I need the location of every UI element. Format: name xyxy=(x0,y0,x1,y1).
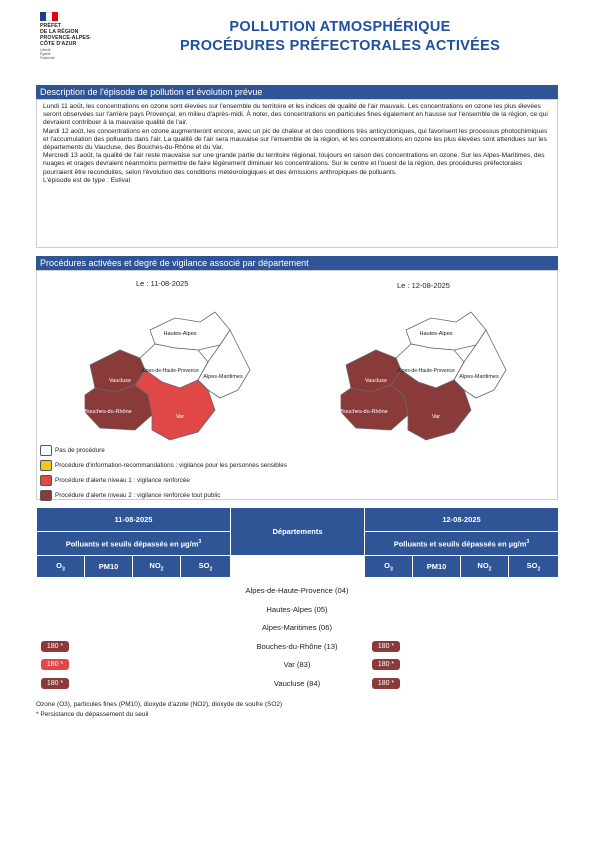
map-right-label-vaucluse: Vaucluse xyxy=(364,378,388,384)
pollutant-so2-right-sub: 2 xyxy=(537,566,541,573)
logo-line-2: DE LA RÉGION xyxy=(40,29,79,35)
o3-badge-right: 180 * xyxy=(372,678,400,689)
o3-badge-right: 180 * xyxy=(372,641,400,652)
legend-label-alert-2: Procédure d'alerte niveau 2 : vigilance renforcée tout public xyxy=(55,492,221,499)
legend-swatch-information xyxy=(40,460,52,471)
episode-type: L'épisode est de type : Estival xyxy=(43,176,131,184)
map-left-label-bouches-du-rhone: Bouches-du-Rhône xyxy=(84,409,132,415)
pollutant-so2-right-base: SO xyxy=(526,560,538,570)
description-paragraph-3: Mercredi 13 août, la qualité de l'air reste mauvaise sur une grande partie du territoire régional, toujours en raison des concentrations en ozone. Sur les Alpes-Maritimes, des nuages et orages devraient néanmoins permettre de faire légèrement diminuer les concentrations. Sur le centre et l'ouest de la région, des procédures préfectorales pourraient être reconduites, selon l'évolution des conditions météorologiques et des émissions anthropiques de polluants. xyxy=(43,152,545,176)
departements-spacer xyxy=(231,556,365,578)
departements-header: Départements xyxy=(231,508,365,556)
map-left-label-alpes-maritimes: Alpes-Maritimes xyxy=(203,374,243,380)
description-header: Description de l'épisode de pollution et évolution prévue xyxy=(36,85,558,99)
map-left-label-var: Var xyxy=(175,414,185,420)
pollutant-no2-left-base: NO xyxy=(149,560,161,570)
o3-badge-right: 180 * xyxy=(372,659,400,670)
pollutant-o3-left-base: O xyxy=(56,560,62,570)
pollutant-no2-left xyxy=(133,556,181,578)
motto-liberte: Liberté xyxy=(40,48,51,52)
pollutant-o3-right-base: O xyxy=(384,560,390,570)
marianne-flag-icon xyxy=(40,12,58,21)
procedures-header: Procédures activées et degré de vigilance associé par département xyxy=(36,256,558,270)
pollutant-so2-left-base: SO xyxy=(198,560,210,570)
legend-item-alert-2 xyxy=(40,488,287,503)
logo-motto xyxy=(40,48,120,60)
pollutants-header-left-text: Polluants et seuils dépassés en µg/m xyxy=(65,539,199,549)
prefecture-logo xyxy=(40,12,120,60)
o3-badge-left: 180 * xyxy=(41,641,69,652)
department-name: Bouches-du-Rhône (13) xyxy=(256,641,338,651)
pollutant-o3-left xyxy=(37,556,85,578)
logo-line-4: CÔTE D'AZUR xyxy=(40,41,77,47)
pollutant-no2-right-sub: 2 xyxy=(488,566,492,573)
table-row xyxy=(36,675,558,694)
legend xyxy=(40,443,287,503)
map-right-dept-bouches-du-rhone xyxy=(341,385,408,430)
table-row xyxy=(36,582,558,601)
page-subtitle: PROCÉDURES PRÉFECTORALES ACTIVÉES xyxy=(179,38,501,54)
pollutant-no2-right-base: NO xyxy=(477,560,489,570)
pollutant-pm10-left-base: PM10 xyxy=(98,562,119,571)
table-row xyxy=(36,619,558,638)
map-right-label-hautes-alpes: Hautes-Alpes xyxy=(419,331,453,337)
legend-swatch-alert-2 xyxy=(40,490,52,501)
footnote-pollutants: Ozone (O3), particules fines (PM10), dioxyde d'azote (NO2), dioxyde de soufre (SO2) xyxy=(36,701,283,708)
pollutants-header-right xyxy=(365,532,559,556)
description-paragraph-2: Mardi 12 août, les concentrations en ozone augmenteront encore, avec un pic de chaleur et des conditions très anticycloniques, qui favorisent les processus photochimiques et l'accumulation des polluants dans l'air. La qualité de l'air sera mauvaise sur l'ensemble de la région, et les concentrations en ozone les plus élevées sont attendues sur les départements du Vaucluse, des Bouches-du-Rhône et du Var. xyxy=(43,127,548,152)
motto-fraternite: Fraternité xyxy=(40,56,55,60)
pollutants-header-left xyxy=(37,532,231,556)
legend-item-information xyxy=(40,458,287,473)
table-row xyxy=(36,638,558,657)
pollutant-pm10-right xyxy=(413,556,461,578)
legend-swatch-none xyxy=(40,445,52,456)
pollutant-pm10-right-base: PM10 xyxy=(426,562,447,571)
department-name: Alpes-Maritimes (06) xyxy=(261,623,333,632)
pollutant-no2-left-sub: 2 xyxy=(160,566,164,573)
legend-label-alert-1: Procédure d'alerte niveau 1 : vigilance renforcée xyxy=(55,477,190,484)
map-left-date: Le : 11-08-2025 xyxy=(136,279,189,288)
pollutant-no2-right xyxy=(461,556,509,578)
department-rows xyxy=(36,582,558,693)
logo-line-3: PROVENCE-ALPES- xyxy=(40,35,92,41)
map-right xyxy=(336,300,536,450)
pollutant-pm10-left xyxy=(85,556,133,578)
o3-badge-left: 180 * xyxy=(41,659,69,670)
map-right-label-alpes-maritimes: Alpes-Maritimes xyxy=(459,374,499,380)
department-name: Vaucluse (84) xyxy=(273,678,321,688)
legend-item-alert-1 xyxy=(40,473,287,488)
pollutants-header-right-sup: 3 xyxy=(526,538,530,545)
legend-item-none xyxy=(40,443,287,458)
pollutant-so2-left xyxy=(181,556,231,578)
logo-line-1: PRÉFET xyxy=(40,23,62,29)
legend-label-none: Pas de procédure xyxy=(55,447,105,454)
pollutants-header-left-sup: 3 xyxy=(198,538,202,545)
description-paragraph-1: Lundi 11 août, les concentrations en ozone sont élevées sur l'ensemble du territoire et les indices de qualité de l'air mauvais. Les concentrations en ozone les plus élevées seront observées sur l'arrière pays Provençal, en milieu d'après-midi. À noter, des concentrations en particules fines également en hausse sur l'ensemble de la région, ce qui devraient contribuer à la mauvaise qualité de l'air. xyxy=(43,103,548,127)
pollutant-o3-right-sub: 3 xyxy=(389,566,393,573)
department-name: Hautes-Alpes (05) xyxy=(266,604,328,614)
map-right-label-var: Var xyxy=(431,414,441,420)
pollutant-so2-right xyxy=(509,556,559,578)
description-box xyxy=(36,99,558,248)
footnote-persistence: * Persistance du dépassement du seuil xyxy=(36,711,149,718)
date-right: 12-08-2025 xyxy=(365,508,559,532)
legend-label-information: Procédure d'information-recommandations : vigilance pour les personnes sensibles xyxy=(55,462,287,469)
map-left-label-hautes-alpes: Hautes-Alpes xyxy=(163,331,197,337)
map-left-label-vaucluse: Vaucluse xyxy=(108,378,132,384)
pollutant-so2-left-sub: 2 xyxy=(209,566,213,573)
map-left-dept-bouches-du-rhone xyxy=(85,385,152,430)
map-left-label-alpes-de-haute-provence: Alpes-de-Haute-Provence xyxy=(141,368,199,374)
legend-swatch-alert-1 xyxy=(40,475,52,486)
page-title: POLLUTION ATMOSPHÉRIQUE xyxy=(229,19,451,35)
pollutants-header-right-text: Polluants et seuils dépassés en µg/m xyxy=(393,539,527,549)
department-name: Alpes-de-Haute-Provence (04) xyxy=(245,586,349,595)
map-right-label-alpes-de-haute-provence: Alpes-de-Haute-Provence xyxy=(397,368,455,374)
map-right-label-bouches-du-rhone: Bouches-du-Rhône xyxy=(340,409,388,415)
map-right-date: Le : 12-08-2025 xyxy=(397,281,450,290)
pollutant-o3-right xyxy=(365,556,413,578)
motto-egalite: Égalité xyxy=(40,52,51,56)
pollutants-table-header xyxy=(36,507,559,578)
map-left xyxy=(80,300,280,450)
table-row xyxy=(36,656,558,675)
department-name: Var (83) xyxy=(283,660,311,669)
pollutant-o3-left-sub: 3 xyxy=(61,566,65,573)
o3-badge-left: 180 * xyxy=(41,678,69,689)
date-left: 11-08-2025 xyxy=(37,508,231,532)
table-row xyxy=(36,601,558,620)
